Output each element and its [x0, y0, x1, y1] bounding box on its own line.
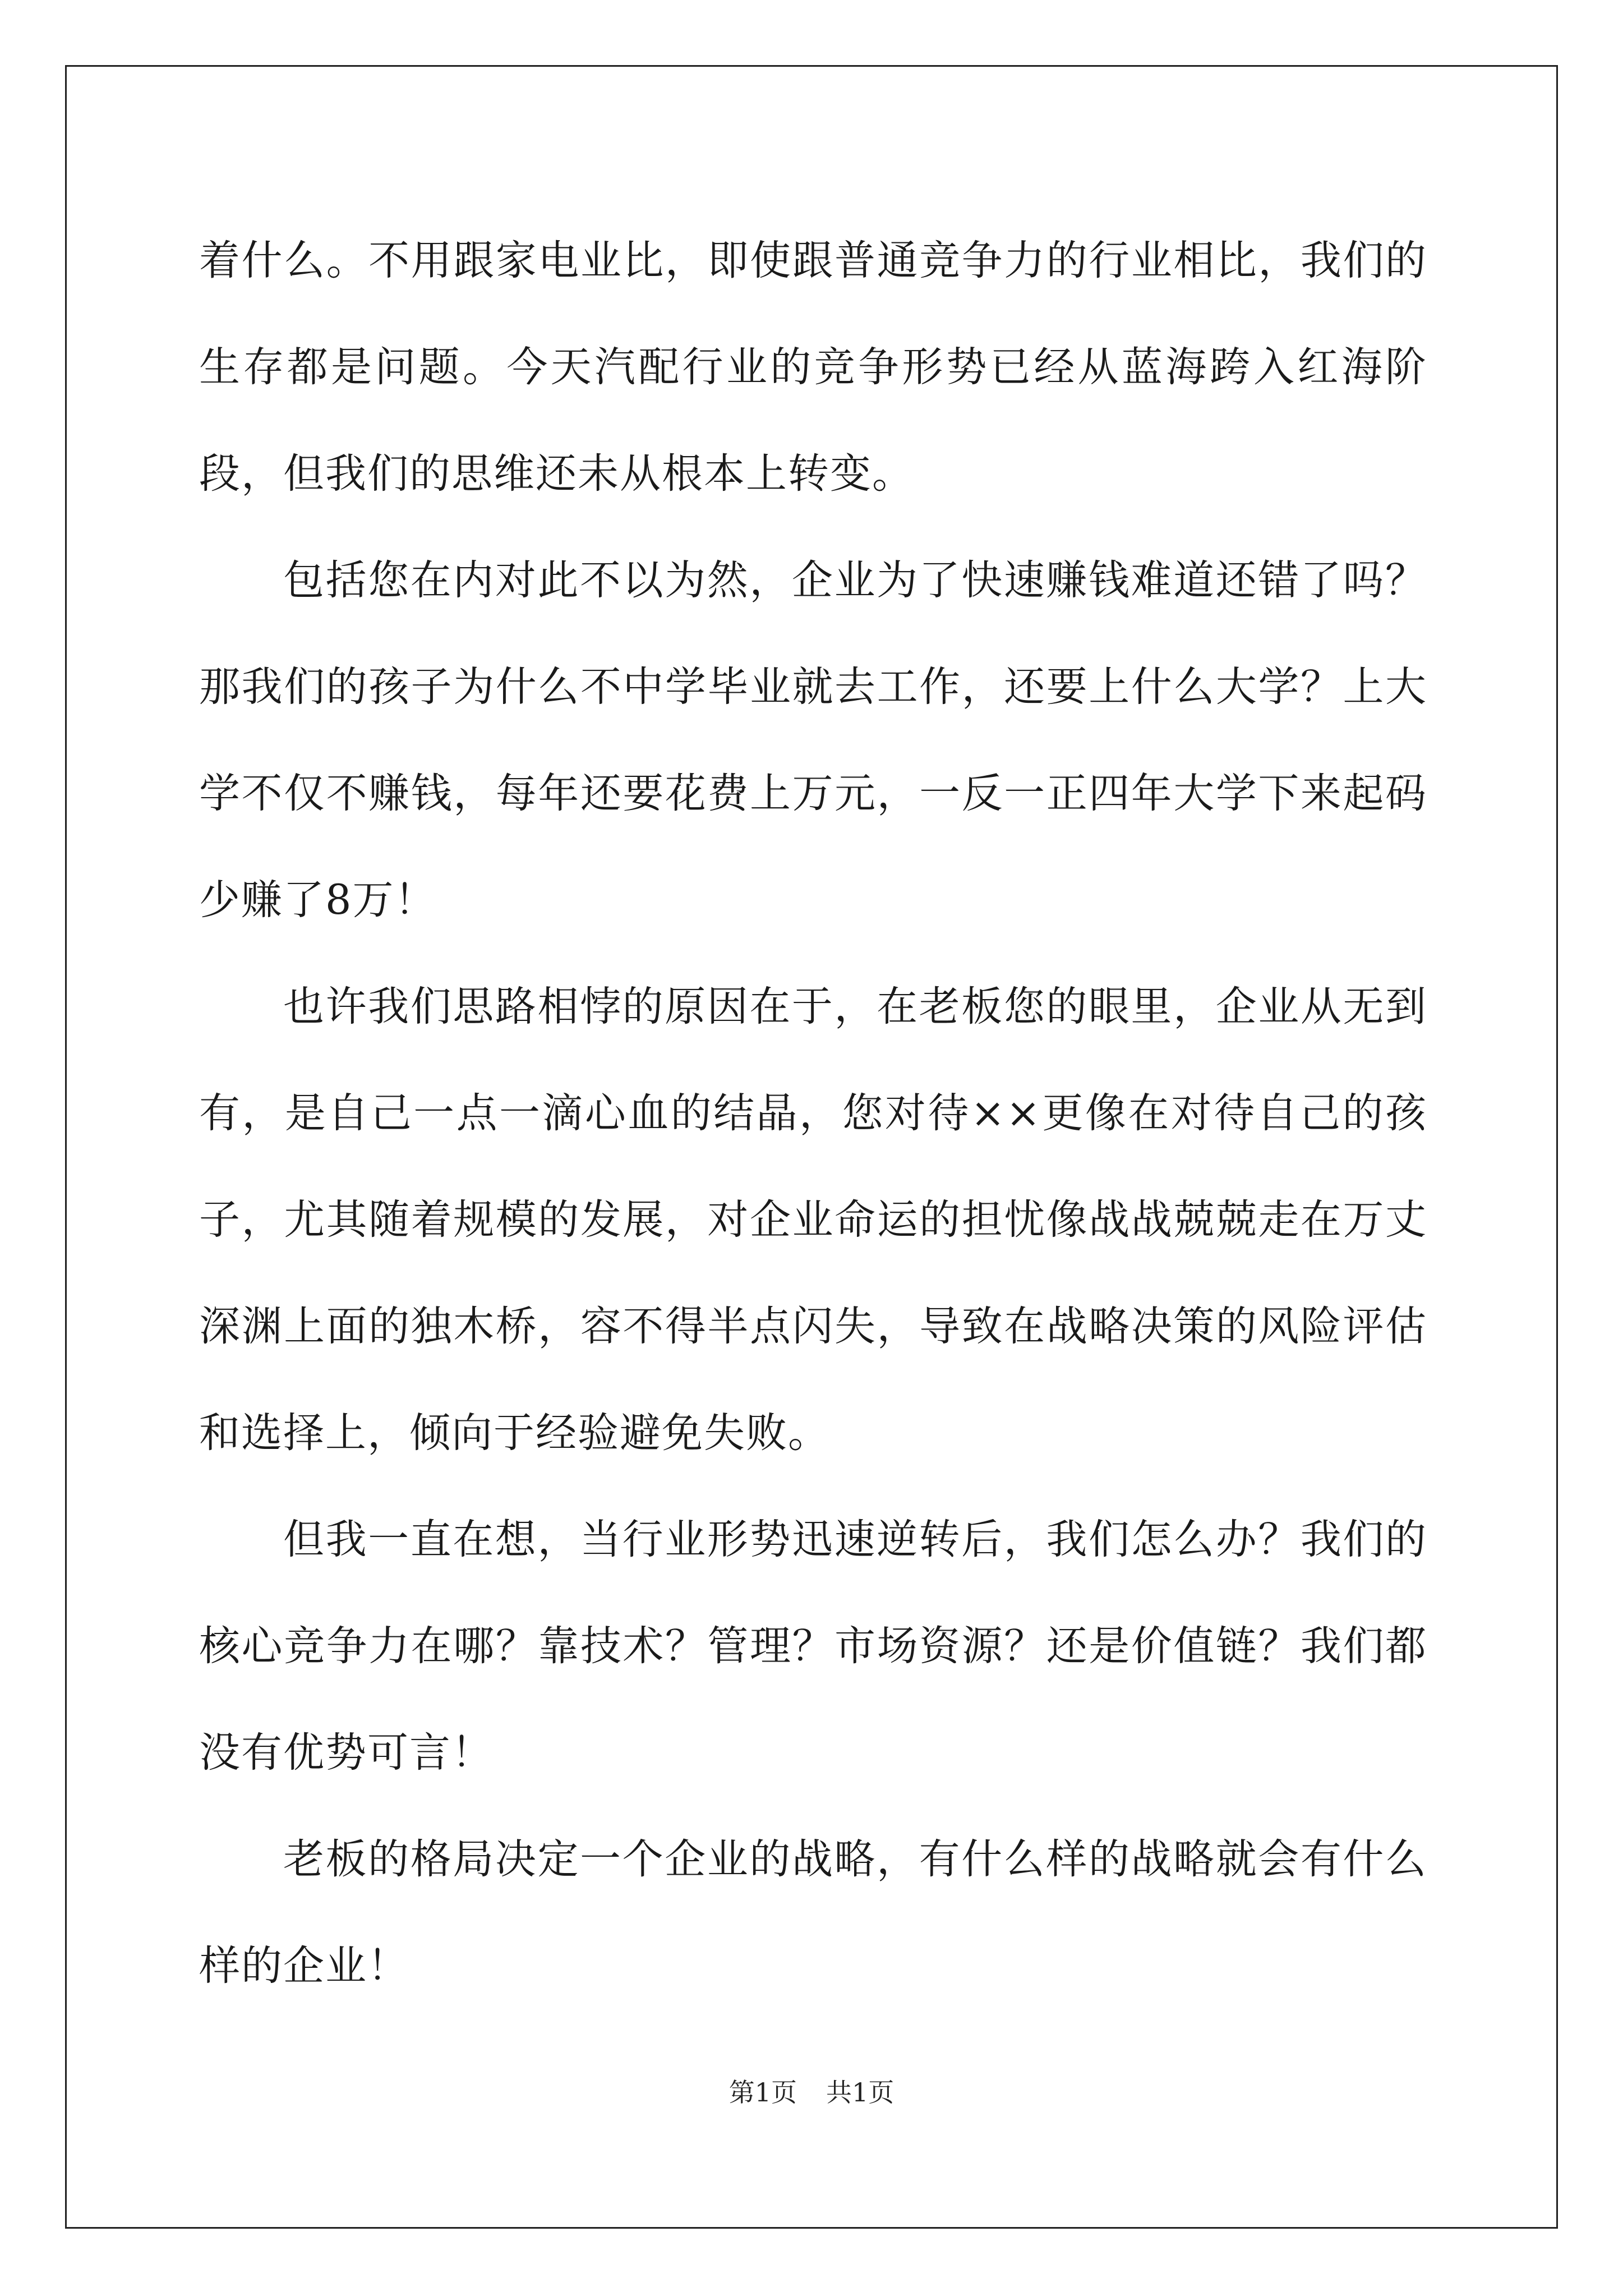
- page-footer: [0, 2076, 1623, 2109]
- paragraph-2: 包括您在内对此不以为然，企业为了快速赚钱难道还错了吗？那我们的孩子为什么不中学毕业就去工作，还要上什么大学？上大学不仅不赚钱，每年还要花费上万元，一反一正四年大学下来起码少赚了8万！: [199, 556, 1427, 924]
- document-body: [199, 208, 1427, 2019]
- page-number-current: 第1页: [728, 2077, 797, 2108]
- paragraph-5: 老板的格局决定一个企业的战略，有什么样的战略就会有什么样的企业！: [199, 1835, 1427, 1990]
- paragraph-1: 着什么。不用跟家电业比，即使跟普通竞争力的行业相比，我们的生存都是问题。今天汽配行业的竞争形势已经从蓝海跨入红海阶段，但我们的思维还未从根本上转变。: [199, 237, 1427, 498]
- page-number-total: 共1页: [826, 2077, 895, 2108]
- paragraph-4: 但我一直在想，当行业形势迅速逆转后，我们怎么办？我们的核心竞争力在哪？靠技术？管理？市场资源？还是价值链？我们都没有优势可言！: [199, 1516, 1427, 1777]
- paragraph-3: 也许我们思路相悖的原因在于，在老板您的眼里，企业从无到有，是自己一点一滴心血的结晶，您对待××更像在对待自己的孩子，尤其随着规模的发展，对企业命运的担忧像战战兢兢走在万丈深渊上面的独木桥，容不得半点闪失，导致在战略决策的风险评估和选择上，倾向于经验避免失败。: [199, 983, 1427, 1457]
